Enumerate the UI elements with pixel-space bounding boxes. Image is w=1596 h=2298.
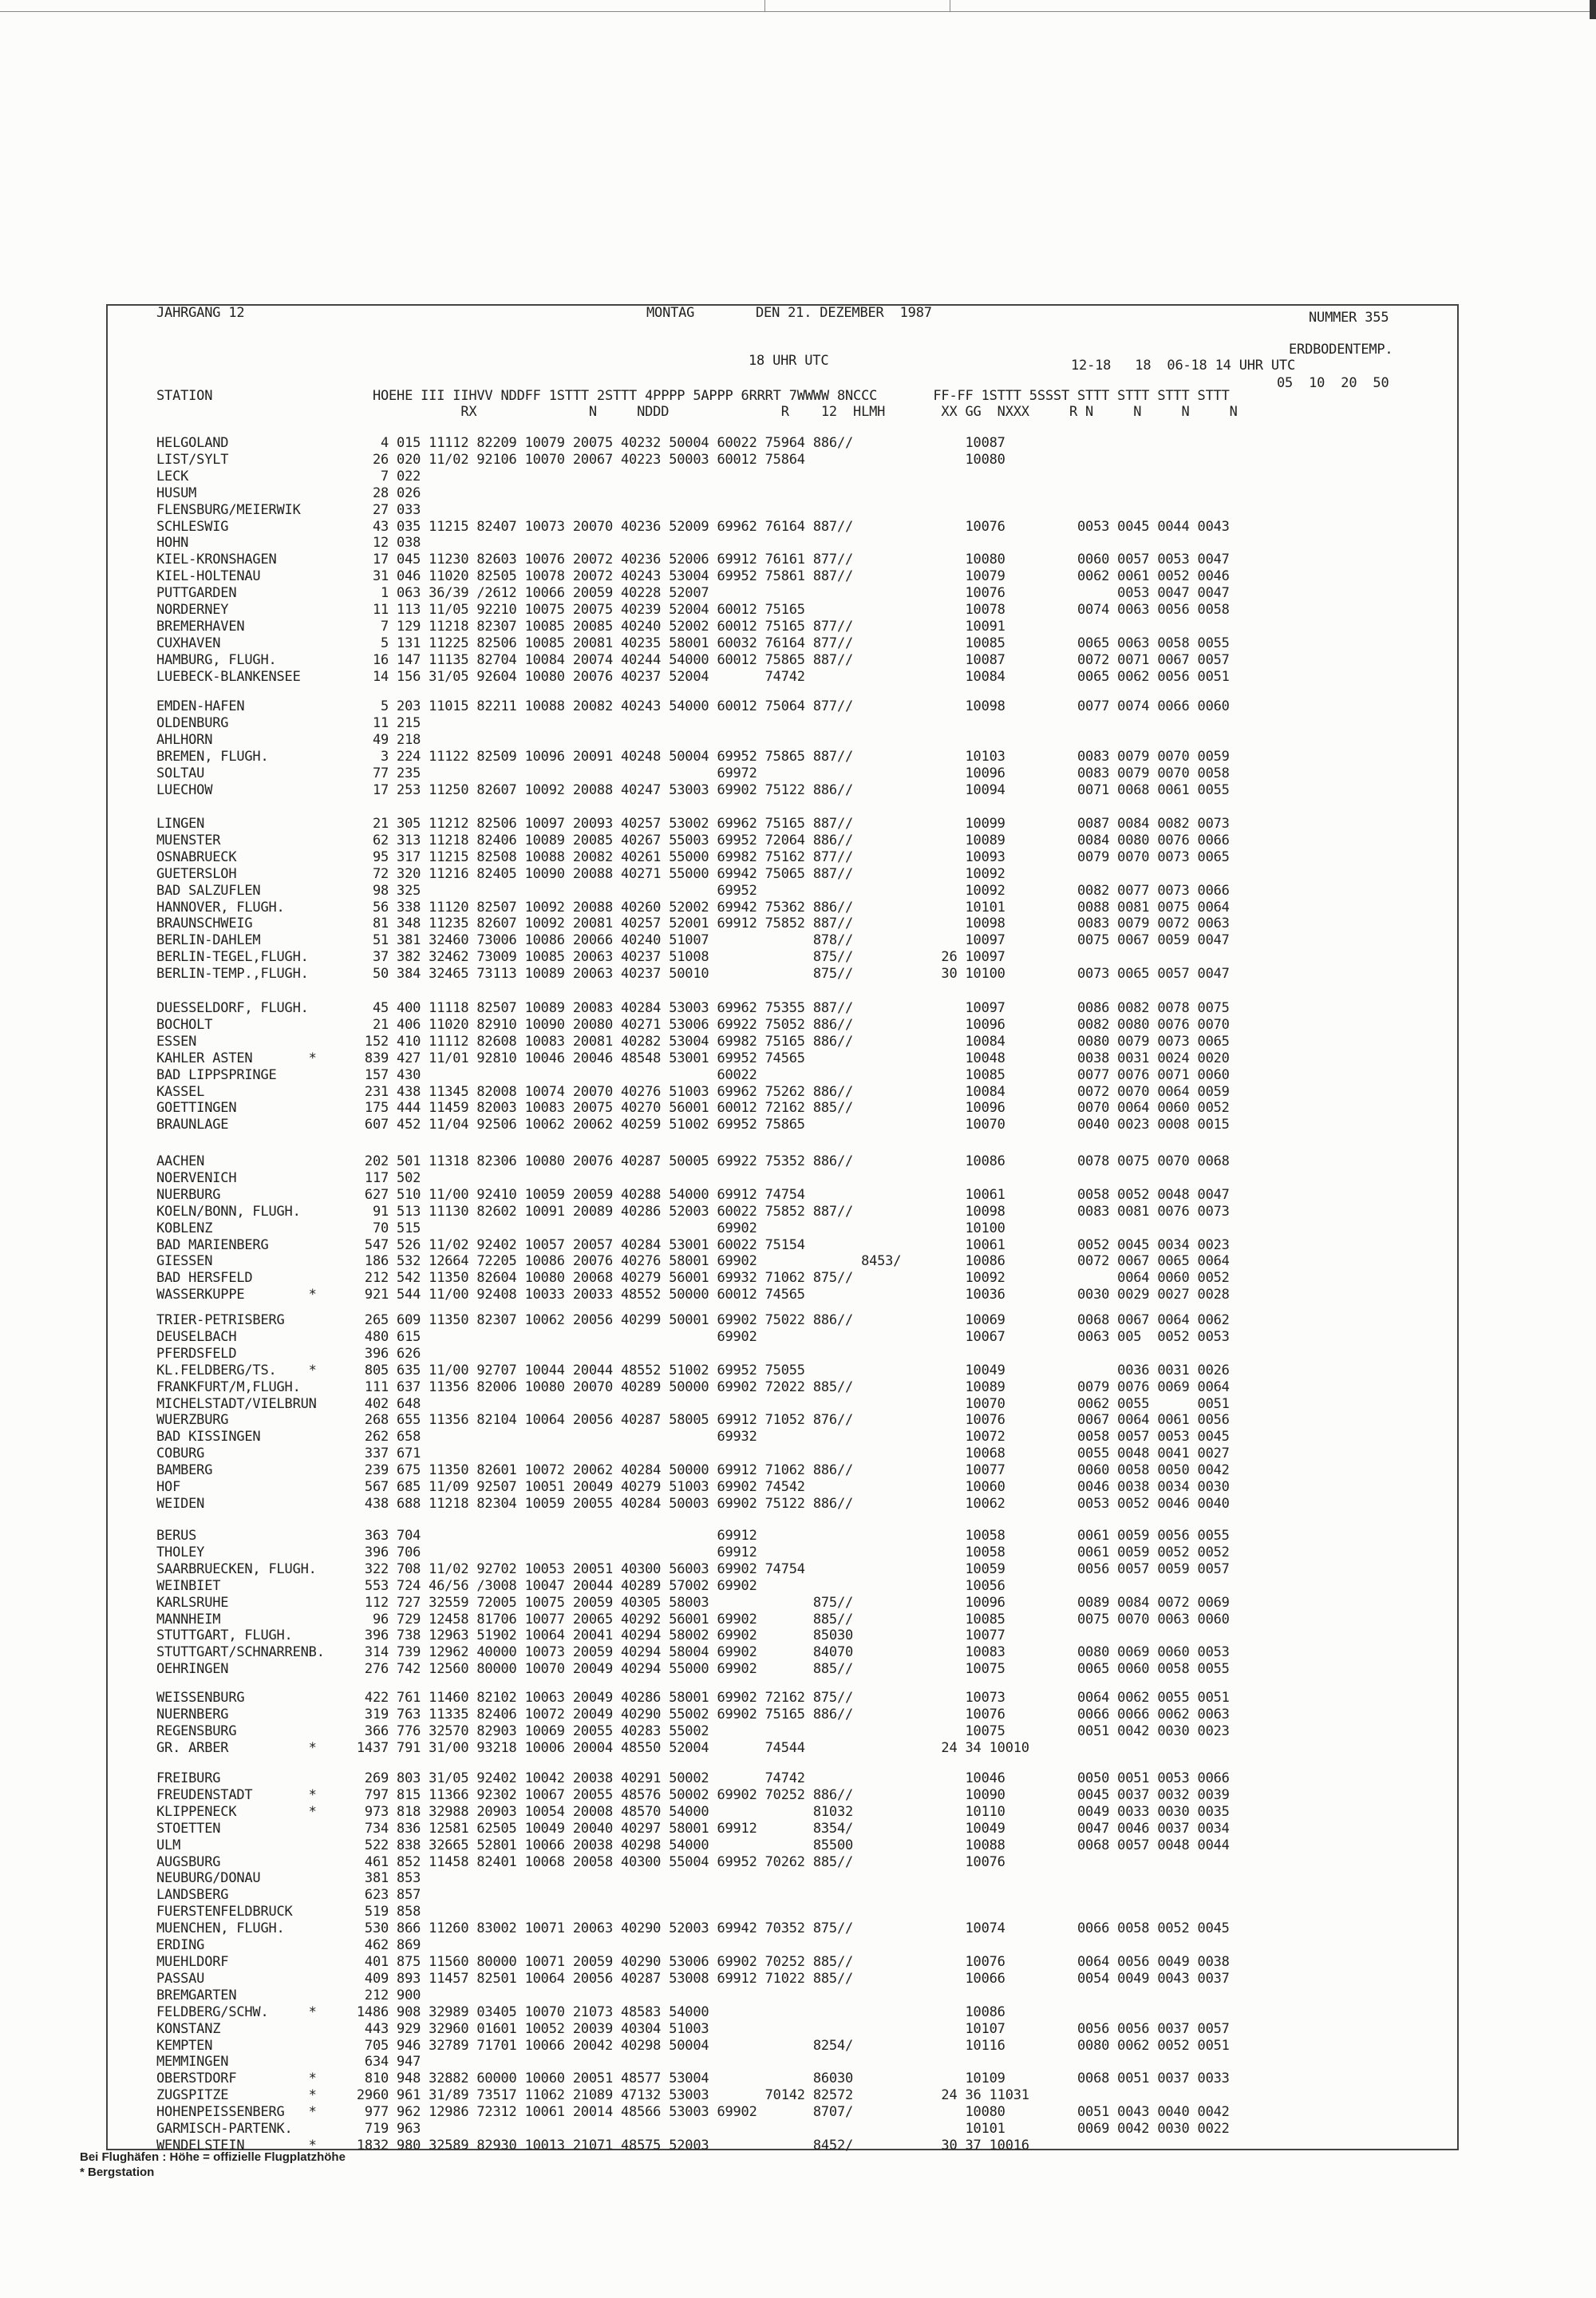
table-row: MUEHLDORF 401 875 11560 80000 10071 20059 40290 53006 69902 70252 885// 10076 0064 0056 0049 0038 [156, 1953, 1230, 1970]
table-row: MEMMINGEN 634 947 [156, 2054, 421, 2071]
table-row: OLDENBURG 11 215 [156, 714, 421, 731]
table-row: BAD KISSINGEN 262 658 69932 10072 0058 0057 0053 0045 [156, 1429, 1230, 1446]
table-row: PASSAU 409 893 11457 82501 10064 20056 40287 53008 69912 71022 885// 10066 0054 0049 0043 0037 [156, 1970, 1230, 1987]
table-row: LUECHOW 17 253 11250 82607 10092 20088 40247 53003 69902 75122 886// 10094 0071 0068 0061 0055 [156, 781, 1230, 798]
table-row: ERDING 462 869 [156, 1937, 421, 1954]
table-row: DUESSELDORF, FLUGH. 45 400 11118 82507 10089 20083 40284 53003 69962 75355 887// 10097 0086 0082 0078 0075 [156, 1000, 1230, 1016]
station-group [156, 698, 1230, 798]
table-row: MUENCHEN, FLUGH. 530 866 11260 83002 10071 20063 40290 52003 69942 70352 875// 10074 0066 0058 0052 0045 [156, 1920, 1230, 1937]
table-row: PUTTGARDEN 1 063 36/39 /2612 10066 20059 40228 52007 10076 0053 0047 0047 [156, 585, 1230, 602]
table-row: ULM 522 838 32665 52801 10066 20038 40298 54000 85500 10088 0068 0057 0048 0044 [156, 1837, 1230, 1853]
table-row: LANDSBERG 623 857 [156, 1887, 421, 1904]
table-row: BOCHOLT 21 406 11020 82910 10090 20080 40271 53006 69922 75052 886// 10096 0082 0080 0076 0070 [156, 1016, 1230, 1033]
table-row: ESSEN 152 410 11112 82608 10083 20081 40282 53004 69982 75165 886// 10084 0080 0079 0073 0065 [156, 1033, 1230, 1050]
table-row: BAD SALZUFLEN 98 325 69952 10092 0082 0077 0073 0066 [156, 882, 1230, 899]
table-row: BERUS 363 704 69912 10058 0061 0059 0056 0055 [156, 1528, 1230, 1544]
table-row: LUEBECK-BLANKENSEE 14 156 31/05 92604 10080 20076 40237 52004 74742 10084 0065 0062 0056 0051 [156, 668, 1230, 685]
table-row: STUTTGART, FLUGH. 396 738 12963 51902 10064 20041 40294 58002 69902 85030 10077 [156, 1628, 1005, 1644]
table-row: KIEL-KRONSHAGEN 17 045 11230 82603 10076 20072 40236 52006 69912 76161 877// 10080 0060 0057 0053 0047 [156, 552, 1230, 568]
table-row: WASSERKUPPE * 921 544 11/00 92408 10033 20033 48552 50000 60012 74565 10036 0030 0029 0027 0028 [156, 1287, 1230, 1303]
table-row: WEISSENBURG 422 761 11460 82102 10063 20049 40286 58001 69902 72162 875// 10073 0064 0062 0055 0051 [156, 1690, 1230, 1706]
table-row: GARMISCH-PARTENK. 719 963 10101 0069 0042 0030 0022 [156, 2121, 1230, 2138]
table-row: STUTTGART/SCHNARRENB. 314 739 12962 40000 10073 20059 40294 58004 69902 84070 10083 0080 0069 0060 0053 [156, 1644, 1230, 1661]
table-row: THOLEY 396 706 69912 10058 0061 0059 0052 0052 [156, 1544, 1230, 1560]
table-row: BAD MARIENBERG 547 526 11/02 92402 10057 20057 40284 53001 60022 75154 10061 0052 0045 0034 0023 [156, 1236, 1230, 1253]
table-row: BREMEN, FLUGH. 3 224 11122 82509 10096 20091 40248 50004 69952 75865 887// 10103 0083 0079 0070 0059 [156, 748, 1230, 765]
table-row: DEUSELBACH 480 615 69902 10067 0063 005 0052 0053 [156, 1328, 1230, 1345]
table-row: GR. ARBER * 1437 791 31/00 93218 10006 20004 48550 52004 74544 24 34 10010 [156, 1739, 1029, 1756]
table-row: LINGEN 21 305 11212 82506 10097 20093 40257 53002 69962 75165 887// 10099 0087 0084 0082 0073 [156, 816, 1230, 832]
table-row: HANNOVER, FLUGH. 56 338 11120 82507 10092 20088 40260 52002 69942 75362 886// 10101 0088 0081 0075 0064 [156, 899, 1230, 916]
table-row: KLIPPENECK * 973 818 32988 20903 10054 20008 48570 54000 81032 10110 0049 0033 0030 0035 [156, 1803, 1230, 1820]
table-row: MICHELSTADT/VIELBRUN 402 648 10070 0062 0055 0051 [156, 1395, 1230, 1412]
date-label: DEN 21. DEZEMBER 1987 [756, 305, 932, 321]
table-row: SAARBRUECKEN, FLUGH. 322 708 11/02 92702 10053 20051 40300 56003 69902 74754 10059 0056 0057 0059 0057 [156, 1560, 1230, 1577]
table-row: BERLIN-DAHLEM 51 381 32460 73006 10086 20066 40240 51007 878// 10097 0075 0067 0059 0047 [156, 932, 1230, 949]
table-row: AACHEN 202 501 11318 82306 10080 20076 40287 50005 69922 75352 886// 10086 0078 0075 0070 0068 [156, 1153, 1230, 1169]
table-row: AHLHORN 49 218 [156, 731, 421, 748]
table-row: BERLIN-TEGEL,FLUGH. 37 382 32462 73009 10085 20063 40237 51008 875// 26 10097 [156, 949, 1005, 966]
table-row: FELDBERG/SCHW. * 1486 908 32989 03405 10070 21073 48583 54000 10086 [156, 2003, 1005, 2020]
station-group [156, 1528, 1230, 1678]
table-row: BAD LIPPSPRINGE 157 430 60022 10085 0077 0076 0071 0060 [156, 1066, 1230, 1083]
table-row: KONSTANZ 443 929 32960 01601 10052 20039 40304 51003 10107 0056 0056 0037 0057 [156, 2020, 1230, 2037]
table-row: KASSEL 231 438 11345 82008 10074 20070 40276 51003 69962 75262 886// 10084 0072 0070 0064 0059 [156, 1083, 1230, 1100]
table-row: KOELN/BONN, FLUGH. 91 513 11130 82602 10091 20089 40286 52003 60022 75852 887// 10098 0083 0081 0076 0073 [156, 1203, 1230, 1220]
utc18-header: 18 UHR UTC [749, 353, 829, 369]
table-row: AUGSBURG 461 852 11458 82401 10068 20058 40300 55004 69952 70262 885// 10076 [156, 1853, 1005, 1870]
table-row: KEMPTEN 705 946 32789 71701 10066 20042 40298 50004 8254/ 10116 0080 0062 0052 0051 [156, 2037, 1230, 2054]
table-row: WUERZBURG 268 655 11356 82104 10064 20056 40287 58005 69912 71052 876// 10076 0067 0064 0061 0056 [156, 1412, 1230, 1429]
table-row: BERLIN-TEMP.,FLUGH. 50 384 32465 73113 10089 20063 40237 50010 875// 30 10100 0073 0065 0057 0047 [156, 966, 1230, 983]
table-row: REGENSBURG 366 776 32570 82903 10069 20055 40283 55002 10075 0051 0042 0030 0023 [156, 1723, 1230, 1739]
table-row: STOETTEN 734 836 12581 62505 10049 20040 40297 58001 69912 8354/ 10049 0047 0046 0037 0034 [156, 1820, 1230, 1837]
page-tick-mark [764, 0, 765, 11]
table-row: HOHN 12 038 [156, 535, 421, 552]
table-row: WEINBIET 553 724 46/56 /3008 10047 20044 40289 57002 69902 10056 [156, 1577, 1005, 1594]
table-row: NORDERNEY 11 113 11/05 92210 10075 20075 40239 52004 60012 75165 10078 0074 0063 0056 0058 [156, 602, 1230, 619]
table-row: BRAUNLAGE 607 452 11/04 92506 10062 20062 40259 51002 69952 75865 10070 0040 0023 0008 0015 [156, 1117, 1230, 1133]
table-row: TRIER-PETRISBERG 265 609 11350 82307 10062 20056 40299 50001 69902 75022 886// 10069 0068 0067 0064 0062 [156, 1312, 1230, 1328]
weekday-label: MONTAG [646, 305, 695, 321]
table-row: OEHRINGEN 276 742 12560 80000 10070 20049 40294 55000 69902 885// 10075 0065 0060 0058 0055 [156, 1661, 1230, 1678]
table-row: HOHENPEISSENBERG * 977 962 12986 72312 10061 20014 48566 53003 69902 8707/ 10080 0051 0043 0040 0042 [156, 2104, 1230, 2121]
column-subheader-row: RX N NDDD R 12 HLMH XX GG NXXX R N N N N [156, 404, 1238, 420]
station-group [156, 1770, 1230, 2154]
table-row: LECK 7 022 [156, 468, 421, 485]
column-header-row: STATION HOEHE III IIHVV NDDFF 1STTT 2STTT 4PPPP 5APPP 6RRRT 7WWWW 8NCCC FF-FF 1STTT 5SSST STTT STTT STTT STTT [156, 388, 1230, 404]
page-edge-mark [1590, 0, 1596, 19]
table-row: ZUGSPITZE * 2960 961 31/89 73517 11062 21089 47132 53003 70142 82572 24 36 11031 [156, 2087, 1029, 2104]
table-row: FUERSTENFELDBRUCK 519 858 [156, 1904, 421, 1920]
table-row: KOBLENZ 70 515 69902 10100 [156, 1220, 1005, 1236]
table-row: WENDELSTEIN * 1832 980 32589 82930 10013 21071 48575 52003 8452/ 30 37 10016 [156, 2137, 1029, 2154]
table-row: HELGOLAND 4 015 11112 82209 10079 20075 40232 50004 60022 75964 886// 10087 [156, 435, 1005, 451]
station-group [156, 1690, 1230, 1757]
table-row: HUSUM 28 026 [156, 485, 421, 501]
table-row: GOETTINGEN 175 444 11459 82003 10083 20075 40270 56001 60012 72162 885// 10096 0070 0064 0060 0052 [156, 1100, 1230, 1117]
table-row: FRANKFURT/M,FLUGH. 111 637 11356 82006 10080 20070 40289 50000 69902 72022 885// 10089 0079 0076 0069 0064 [156, 1378, 1230, 1395]
table-row: BAD HERSFELD 212 542 11350 82604 10080 20068 40279 56001 69932 71062 875// 10092 0064 0060 0052 [156, 1270, 1230, 1287]
table-row: KARLSRUHE 112 727 32559 72005 10075 20059 40305 58003 875// 10096 0089 0084 0072 0069 [156, 1594, 1230, 1611]
table-row: SOLTAU 77 235 69972 10096 0083 0079 0070 0058 [156, 765, 1230, 781]
station-group [156, 1312, 1230, 1513]
table-row: BAMBERG 239 675 11350 82601 10072 20062 40284 50000 69912 71062 886// 10077 0060 0058 0050 0042 [156, 1462, 1230, 1479]
depth-header: 05 10 20 50 [1277, 375, 1389, 391]
utc14-header: 12-18 18 06-18 14 UHR UTC [1071, 358, 1295, 374]
table-row: OBERSTDORF * 810 948 32882 60000 10060 20051 48577 53004 86030 10109 0068 0051 0037 0033 [156, 2071, 1230, 2087]
table-row: LIST/SYLT 26 020 11/02 92106 10070 20067 40223 50003 60012 75864 10080 [156, 451, 1005, 468]
table-row: NOERVENICH 117 502 [156, 1169, 421, 1186]
table-row: WEIDEN 438 688 11218 82304 10059 20055 40284 50003 69902 75122 886// 10062 0053 0052 0046 0040 [156, 1495, 1230, 1512]
page-top-rule [0, 11, 1596, 12]
station-group [156, 816, 1230, 983]
table-row: FREUDENSTADT * 797 815 11366 92302 10067 20055 48576 50002 69902 70252 886// 10090 0045 0037 0032 0039 [156, 1786, 1230, 1803]
table-row: BREMERHAVEN 7 129 11218 82307 10085 20085 40240 52002 60012 75165 877// 10091 [156, 618, 1005, 635]
table-row: BRAUNSCHWEIG 81 348 11235 82607 10092 20081 40257 52001 69912 75852 887// 10098 0083 0079 0072 0063 [156, 916, 1230, 932]
table-row: COBURG 337 671 10068 0055 0048 0041 0027 [156, 1446, 1230, 1462]
footnote-mountain: * Bergstation [80, 2165, 155, 2179]
footnote-airports: Bei Flughäfen : Höhe = offizielle Flugplatzhöhe [80, 2150, 346, 2164]
table-row: NEUBURG/DONAU 381 853 [156, 1870, 421, 1887]
station-group [156, 435, 1230, 686]
table-row: KL.FELDBERG/TS. * 805 635 11/00 92707 10044 20044 48552 51002 69952 75055 10049 0036 0031 0026 [156, 1362, 1230, 1378]
table-row: CUXHAVEN 5 131 11225 82506 10085 20081 40235 58001 60032 76164 877// 10085 0065 0063 0058 0055 [156, 635, 1230, 651]
table-row: NUERBURG 627 510 11/00 92410 10059 20059 40288 54000 69912 74754 10061 0058 0052 0048 0047 [156, 1186, 1230, 1203]
table-row: MANNHEIM 96 729 12458 81706 10077 20065 40292 56001 69902 885// 10085 0075 0070 0063 0060 [156, 1611, 1230, 1628]
table-row: GIESSEN 186 532 12664 72205 10086 20076 40276 58001 69902 8453/ 10086 0072 0067 0065 0064 [156, 1253, 1230, 1270]
issue-number: NUMMER 355 [1309, 310, 1389, 326]
table-row: BREMGARTEN 212 900 [156, 1987, 421, 2003]
table-row: KAHLER ASTEN * 839 427 11/01 92810 10046 20046 48548 53001 69952 74565 10048 0038 0031 0024 0020 [156, 1050, 1230, 1066]
table-row: SCHLESWIG 43 035 11215 82407 10073 20070 40236 52009 69962 76164 887// 10076 0053 0045 0044 0043 [156, 518, 1230, 535]
station-group [156, 1000, 1230, 1133]
table-row: HAMBURG, FLUGH. 16 147 11135 82704 10084 20074 40244 54000 60012 75865 887// 10087 0072 0071 0067 0057 [156, 651, 1230, 668]
station-group [156, 1153, 1230, 1303]
table-row: FLENSBURG/MEIERWIK 27 033 [156, 501, 421, 518]
table-row: GUETERSLOH 72 320 11216 82405 10090 20088 40271 55000 69942 75065 887// 10092 [156, 865, 1005, 882]
volume-label: JAHRGANG 12 [156, 305, 245, 321]
table-row: FREIBURG 269 803 31/05 92402 10042 20038 40291 50002 74742 10046 0050 0051 0053 0066 [156, 1770, 1230, 1786]
table-row: HOF 567 685 11/09 92507 10051 20049 40279 51003 69902 74542 10060 0046 0038 0034 0030 [156, 1479, 1230, 1496]
table-row: EMDEN-HAFEN 5 203 11015 82211 10088 20082 40243 54000 60012 75064 877// 10098 0077 0074 0066 0060 [156, 698, 1230, 714]
table-row: KIEL-HOLTENAU 31 046 11020 82505 10078 20072 40243 53004 69952 75861 887// 10079 0062 0061 0052 0046 [156, 568, 1230, 585]
table-row: PFERDSFELD 396 626 [156, 1345, 421, 1362]
table-row: MUENSTER 62 313 11218 82406 10089 20085 40267 55003 69952 72064 886// 10089 0084 0080 0076 0066 [156, 832, 1230, 848]
table-row: NUERNBERG 319 763 11335 82406 10072 20049 40290 55002 69902 75165 886// 10076 0066 0066 0062 0063 [156, 1706, 1230, 1723]
table-row: OSNABRUECK 95 317 11215 82508 10088 20082 40261 55000 69982 75162 877// 10093 0079 0070 0073 0065 [156, 848, 1230, 865]
erdboden-header: ERDBODENTEMP. [1289, 342, 1393, 358]
